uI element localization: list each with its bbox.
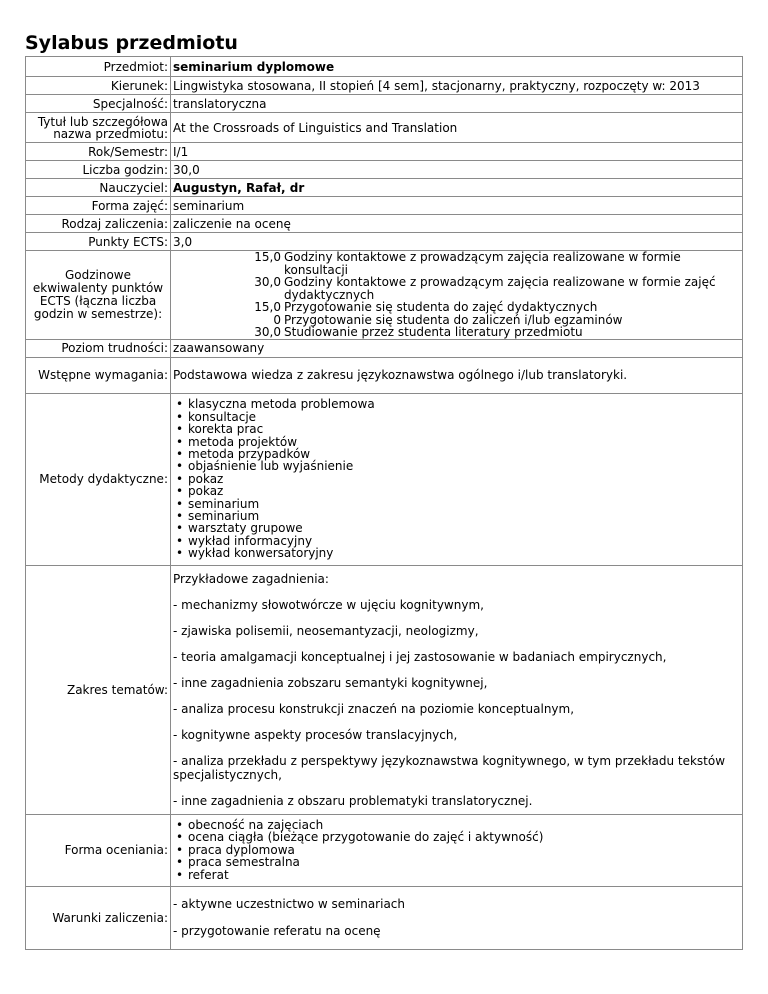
value-specjalnosc: translatoryczna — [171, 95, 743, 113]
label-godzinowe-text: Godzinowe ekwiwalenty punktów ECTS (łączna liczba godzin w semestrze): — [32, 267, 164, 321]
list-item: • praca semestralna — [175, 856, 740, 868]
list-item: • konsultacje — [175, 411, 740, 423]
hours-table — [171, 251, 742, 339]
label-tytul: Tytuł lub szczegółowa nazwa przedmiotu: — [26, 113, 171, 143]
row-poziom — [26, 339, 743, 357]
label-zakres: Zakres tematów: — [26, 565, 171, 814]
hours-value: 30,0 — [254, 325, 281, 339]
zakres-item: - teoria amalgamacji konceptualnej i jej zastosowanie w badaniach empirycznych, — [173, 649, 667, 664]
row-nauczyciel — [26, 179, 743, 197]
metody-list — [173, 398, 740, 559]
list-item: • klasyczna metoda problemowa — [175, 398, 740, 410]
hours-value: 30,0 — [254, 275, 281, 289]
value-godzinowe — [171, 251, 743, 340]
list-item: • metoda projektów — [175, 436, 740, 448]
label-warunki: Warunki zaliczenia: — [26, 886, 171, 949]
label-godzinowe — [26, 251, 171, 340]
hours-row — [171, 301, 742, 314]
label-rodzaj: Rodzaj zaliczenia: — [26, 215, 171, 233]
row-warunki — [26, 886, 743, 949]
label-ocenianie: Forma oceniania: — [26, 814, 171, 886]
zakres-item: - mechanizmy słowotwórcze w ujęciu kognitywnym, — [173, 597, 484, 612]
row-tytul — [26, 113, 743, 143]
hours-description: Studiowanie przez studenta literatury przedmiotu — [284, 325, 583, 339]
label-rok: Rok/Semestr: — [26, 143, 171, 161]
label-specjalnosc: Specjalność: — [26, 95, 171, 113]
row-zakres — [26, 565, 743, 814]
value-metody — [171, 393, 743, 565]
value-nauczyciel: Augustyn, Rafał, dr — [171, 179, 743, 197]
hours-description: Przygotowanie się studenta do zaliczeń i/lub egzaminów — [284, 312, 623, 327]
row-punkty — [26, 233, 743, 251]
warunki-item: - przygotowanie referatu na ocenę — [173, 924, 381, 938]
label-nauczyciel: Nauczyciel: — [26, 179, 171, 197]
list-item: • objaśnienie lub wyjaśnienie — [175, 460, 740, 472]
hours-value: 15,0 — [254, 300, 281, 314]
value-ocenianie — [171, 814, 743, 886]
hours-description: Godziny kontaktowe z prowadzącym zajęcia realizowane w formie zajęć dydaktycznych — [284, 275, 716, 302]
value-rok: I/1 — [171, 143, 743, 161]
label-liczba: Liczba godzin: — [26, 161, 171, 179]
label-metody: Metody dydaktyczne: — [26, 393, 171, 565]
row-forma — [26, 197, 743, 215]
list-item: • praca dyplomowa — [175, 844, 740, 856]
list-item: • referat — [175, 869, 740, 881]
hours-row — [171, 276, 742, 301]
list-item: • seminarium — [175, 510, 740, 522]
syllabus-table — [25, 56, 743, 950]
value-rodzaj: zaliczenie na ocenę — [171, 215, 743, 233]
hours-row — [171, 251, 742, 276]
value-punkty: 3,0 — [171, 233, 743, 251]
label-punkty: Punkty ECTS: — [26, 233, 171, 251]
value-warunki — [171, 886, 743, 949]
zakres-item: - kognitywne aspekty procesów translacyjnych, — [173, 727, 458, 742]
value-liczba: 30,0 — [171, 161, 743, 179]
row-kierunek — [26, 77, 743, 95]
hours-value: 15,0 — [254, 250, 281, 264]
value-tytul: At the Crossroads of Linguistics and Translation — [171, 113, 743, 143]
list-item: • korekta prac — [175, 423, 740, 435]
list-item: • wykład konwersatoryjny — [175, 547, 740, 559]
row-ocenianie — [26, 814, 743, 886]
value-zakres — [171, 565, 743, 814]
row-metody — [26, 393, 743, 565]
hours-description: Przygotowanie się studenta do zajęć dydaktycznych — [284, 300, 598, 314]
list-item: • warsztaty grupowe — [175, 522, 740, 534]
label-forma: Forma zajęć: — [26, 197, 171, 215]
label-przedmiot: Przedmiot: — [26, 57, 171, 77]
row-godzinowe — [26, 251, 743, 340]
ocenianie-list — [173, 819, 740, 881]
zakres-item: - inne zagadnienia z obszaru problematyki translatorycznej. — [173, 793, 533, 808]
hours-value: 0 — [273, 312, 281, 327]
value-forma: seminarium — [171, 197, 743, 215]
zakres-item: - inne zagadnienia zobszaru semantyki kognitywnej, — [173, 675, 488, 690]
value-przedmiot: seminarium dyplomowe — [171, 57, 743, 77]
zakres-item: - analiza przekładu z perspektywy językoznawstwa kognitywnego, w tym przekładu tekstów specjalistycznych, — [173, 753, 726, 782]
label-poziom: Poziom trudności: — [26, 339, 171, 357]
label-kierunek: Kierunek: — [26, 77, 171, 95]
value-kierunek: Lingwistyka stosowana, II stopień [4 sem], stacjonarny, praktyczny, rozpoczęty w: 2013 — [171, 77, 743, 95]
row-przedmiot — [26, 57, 743, 77]
label-wstepne: Wstępne wymagania: — [26, 357, 171, 393]
hours-description: Godziny kontaktowe z prowadzącym zajęcia realizowane w formie konsultacji — [284, 250, 681, 277]
list-item: • obecność na zajęciach — [175, 819, 740, 831]
list-item: • metoda przypadków — [175, 448, 740, 460]
row-rok — [26, 143, 743, 161]
value-wstepne: Podstawowa wiedza z zakresu językoznawstwa ogólnego i/lub translatoryki. — [171, 357, 743, 393]
hours-row — [171, 326, 742, 339]
list-item: • seminarium — [175, 498, 740, 510]
warunki-item: - aktywne uczestnictwo w seminariach — [173, 897, 405, 911]
row-rodzaj — [26, 215, 743, 233]
row-wstepne — [26, 357, 743, 393]
list-item: • ocena ciągła (bieżące przygotowanie do zajęć i aktywność) — [175, 831, 740, 843]
list-item: • wykład informacyjny — [175, 535, 740, 547]
row-specjalnosc — [26, 95, 743, 113]
value-poziom: zaawansowany — [171, 339, 743, 357]
zakres-item: - zjawiska polisemii, neosemantyzacji, neologizmy, — [173, 623, 479, 638]
list-item: • pokaz — [175, 485, 740, 497]
page-title: Sylabus przedmiotu — [25, 32, 238, 54]
list-item: • pokaz — [175, 473, 740, 485]
zakres-item: - analiza procesu konstrukcji znaczeń na poziomie konceptualnym, — [173, 701, 575, 716]
row-liczba — [26, 161, 743, 179]
zakres-item: Przykładowe zagadnienia: — [173, 571, 329, 586]
